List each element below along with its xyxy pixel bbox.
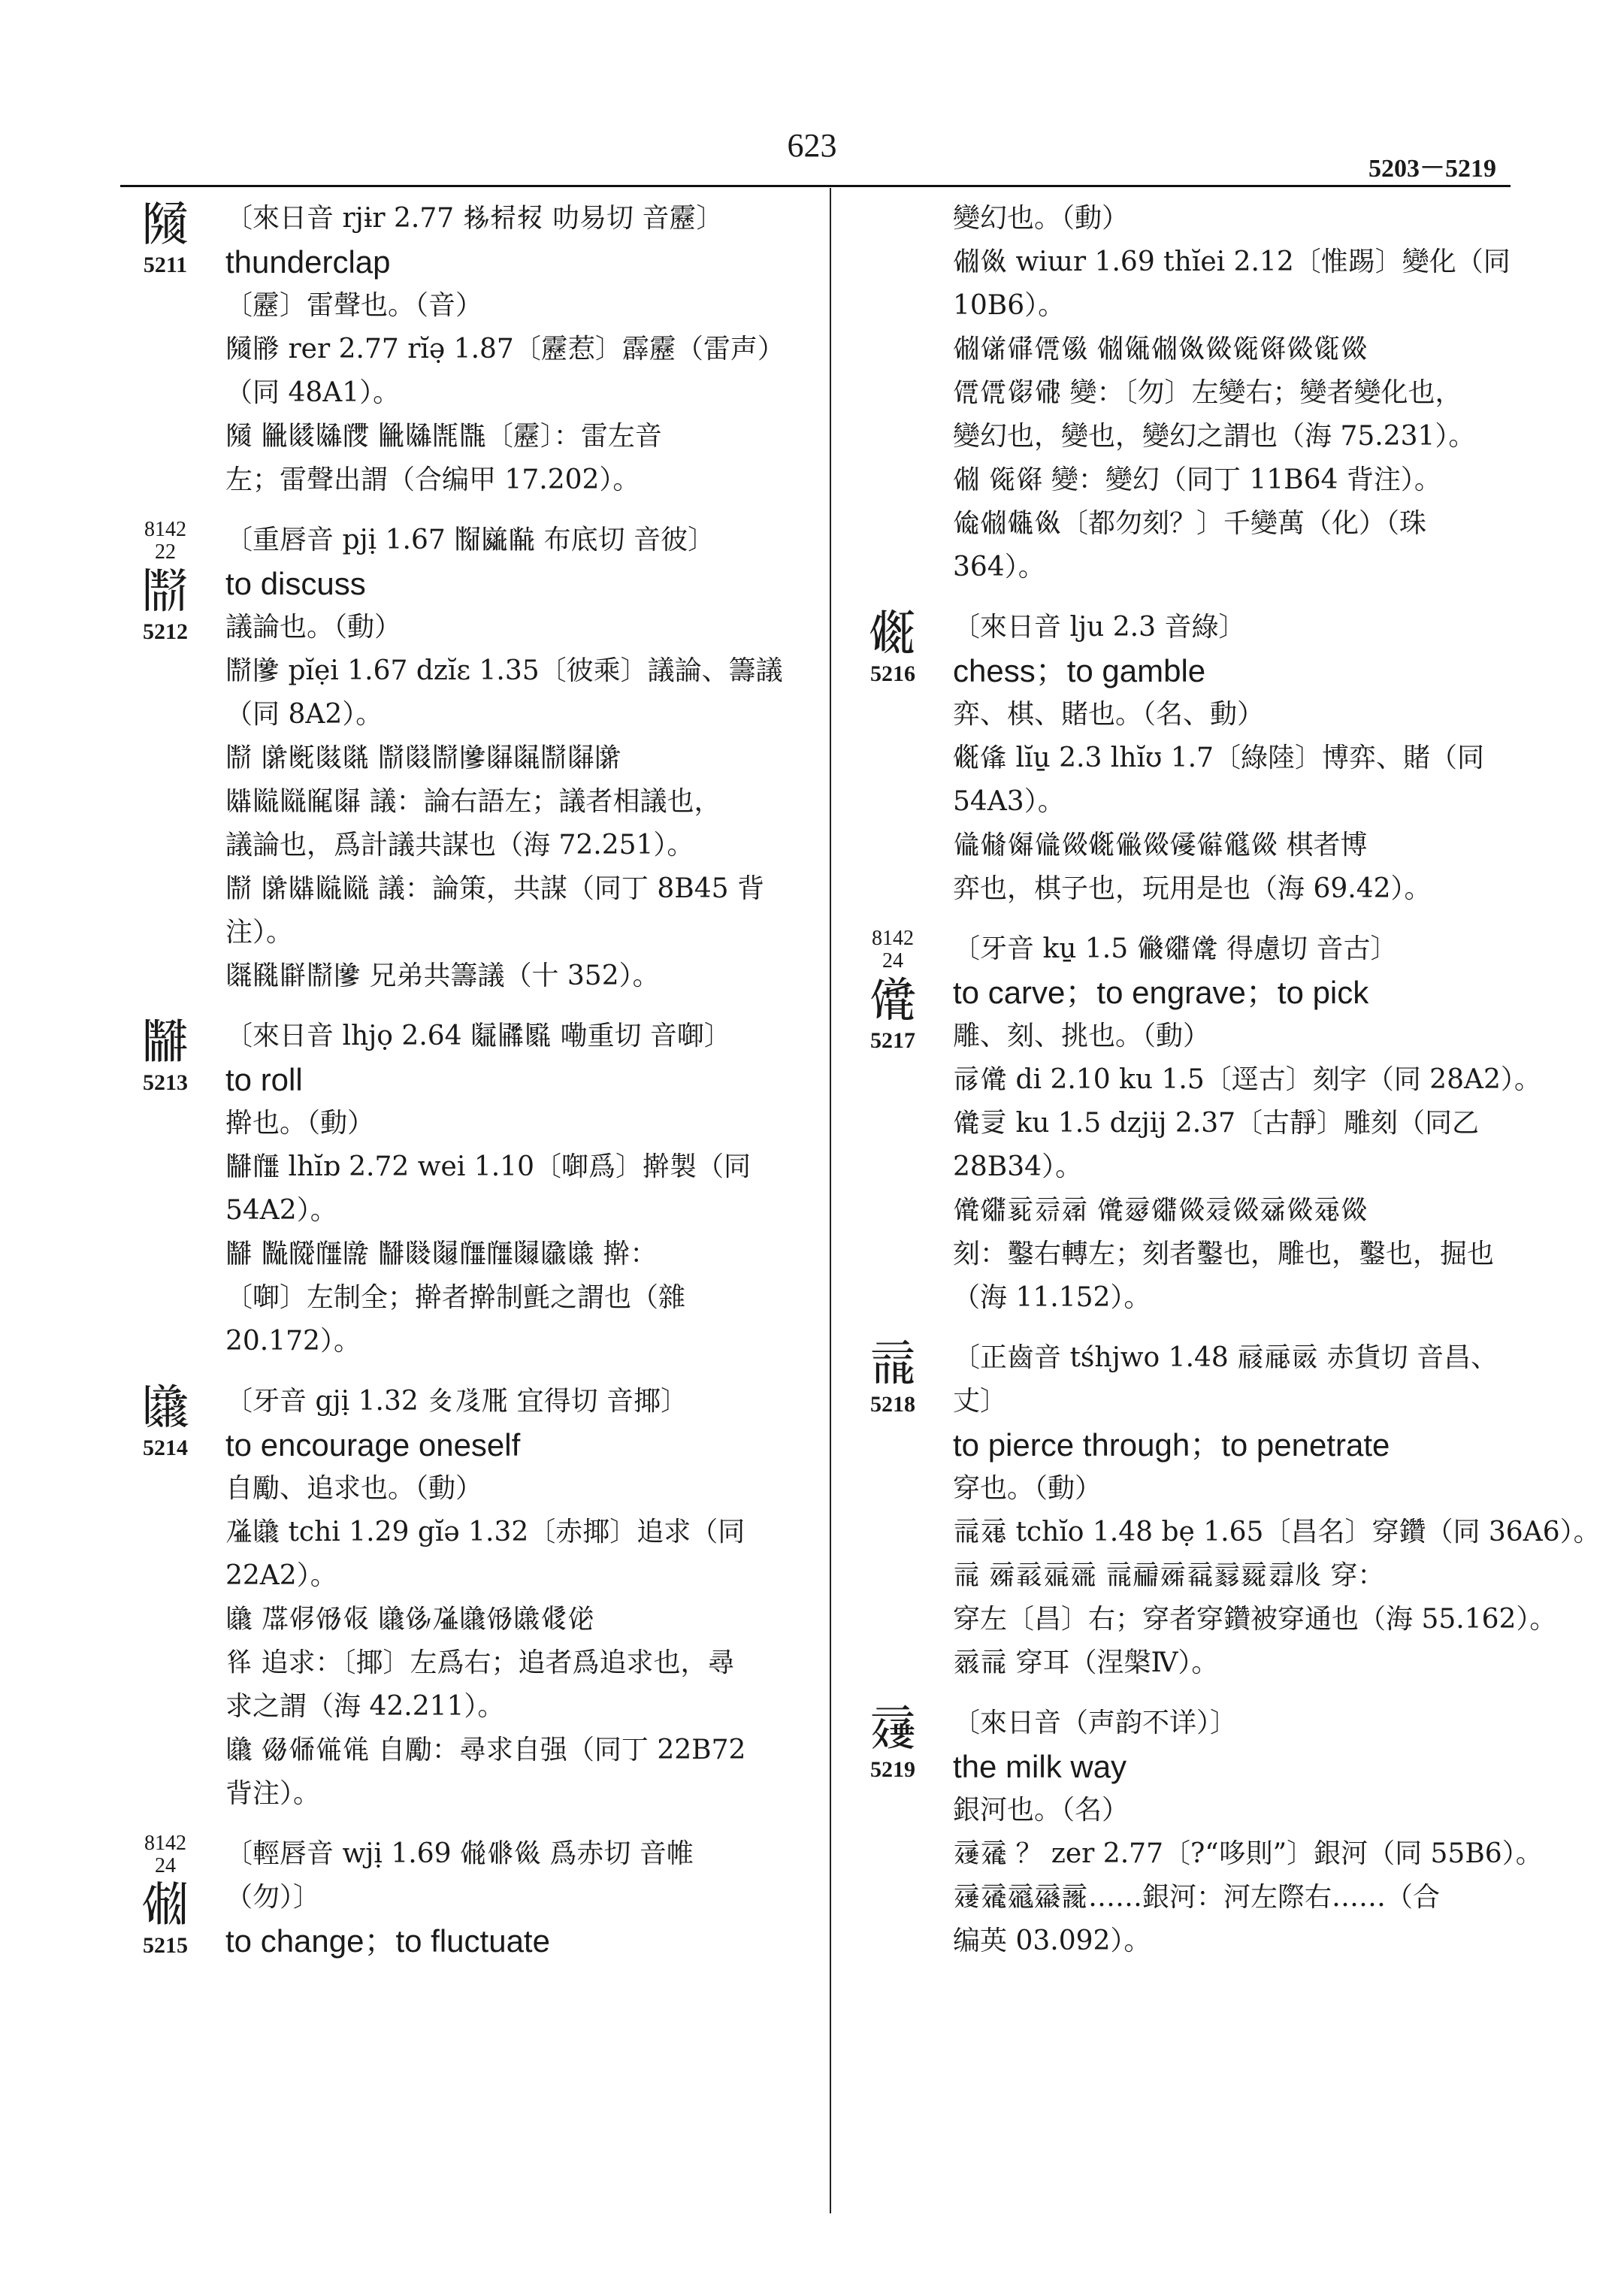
entry-number: 5213 — [143, 1070, 188, 1095]
entry-line: （海 11.152）。 — [953, 1282, 1151, 1313]
entry-line: 〔牙音 ku̱ 1.5 𗃼𗃽𗃾 得慮切 音古〕 — [953, 933, 1398, 964]
entry-line: 〔靂〕雷聲也。（音） — [225, 290, 483, 321]
entry-line: 穿也。（動） — [953, 1473, 1102, 1504]
entry-margin — [848, 1702, 938, 1783]
entry-line: 𗃛 追求：〔揶〕左爲右；追者爲追求也，尋 — [225, 1647, 735, 1678]
entry-line: 𗂧𗂨 rer 2.77 rĭə̣ 1.87〔靂惹〕霹靂（雷声） — [225, 334, 785, 365]
entry-line: 𗃂 𗃇𗃈𗃆𗃉 𗃂𗃊𗃋𗃆𗃆𗃌𗃍𗃎 擀： — [225, 1239, 658, 1269]
entry-number: 5215 — [143, 1933, 188, 1958]
entry-line: 自勵、追求也。（動） — [225, 1473, 483, 1504]
entry-line: 變幻也，變也，變幻之謂也（海 75.231）。 — [953, 421, 1476, 452]
entry-line: 𗃂𗃆 lhĭɒ 2.72 wei 1.10〔啣爲〕擀製（同 — [225, 1151, 751, 1182]
headword-glyph: 𗃠 — [141, 1877, 189, 1933]
english-gloss: to encourage oneself — [225, 1427, 521, 1463]
entry-line: 20.172）。 — [225, 1326, 361, 1357]
page-number: 623 — [787, 127, 837, 164]
entry-subcode: 22 — [155, 540, 176, 564]
entry-number: 5211 — [143, 253, 188, 277]
entry-line: 〔來日音 lhjọ 2.64 𗃃𗃄𗃅 嘞重切 音啣〕 — [225, 1021, 731, 1051]
english-gloss: thunderclap — [225, 244, 391, 280]
dictionary-entry — [120, 1380, 818, 1816]
entry-line: （同 48A1）。 — [225, 377, 401, 408]
column-divider — [830, 188, 831, 2213]
entry-line: 雕、刻、挑也。（動） — [953, 1021, 1211, 1051]
entry-line: 364）。 — [953, 552, 1045, 582]
entry-line: 變幻也。（動） — [953, 203, 1130, 234]
entry-number: 5217 — [870, 1028, 915, 1053]
entry-line: 刻：鑿右轉左；刻者鑿也，雕也，鑿也，掘也 — [953, 1239, 1495, 1269]
entry-margin — [120, 1015, 210, 1096]
entry-line: 〔來日音 lju 2.3 音綠〕 — [953, 612, 1246, 643]
entry-line: 𗂯 𗂴𗂻𗂼𗂽 議：論策，共謀（同丁 8B45 背 — [225, 873, 764, 904]
english-gloss: to pierce through；to penetrate — [953, 1427, 1390, 1463]
entry-line: 𗃻𗄀 ku 1.5 dzjij 2.37〔古靜〕雕刻（同乙 — [953, 1108, 1480, 1139]
entry-margin — [848, 606, 938, 687]
dictionary-entry — [848, 927, 1541, 1320]
entry-line: （同 8A2）。 — [225, 699, 383, 730]
entry-margin — [848, 927, 938, 1054]
entry-line: 𗃰𗃠𗃱𗃤〔都勿刻？〕千變萬（化）（珠 — [953, 508, 1427, 539]
english-gloss: chess；to gamble — [953, 653, 1206, 688]
entry-line: 𗄈𗄌 tchĭo 1.48 bẹ 1.65〔昌名〕穿鑽（同 36A6）。 — [953, 1517, 1601, 1547]
entry-line: 弈、棋、賭也。（名、動） — [953, 699, 1265, 730]
entry-subcode: 24 — [882, 949, 903, 973]
entry-line: 编英 03.092）。 — [953, 1926, 1151, 1956]
entry-margin — [120, 197, 210, 278]
header-rule — [120, 185, 1511, 187]
entry-code: 8142 — [144, 518, 186, 541]
entry-line: 𗂻𗂼𗂽𗂾𗂹 議：論右語左；議者相議也， — [225, 786, 721, 817]
entry-line: 𗂯𗂳 pĭẹi 1.67 dzĭɛ 1.35〔彼乘〕議論、籌議 — [225, 655, 783, 686]
entry-line: 〔牙音 gjị 1.32 𗃐𗃑𗃒 宜得切 音揶〕 — [225, 1386, 688, 1417]
entry-number: 5212 — [143, 619, 188, 644]
headword-glyph: 𗃏 — [141, 1380, 189, 1435]
dictionary-entry — [848, 606, 1524, 911]
entry-line: 議論也。（動） — [225, 612, 402, 643]
entry-line: 弈也，棋子也，玩用是也（海 69.42）。 — [953, 873, 1432, 904]
entry-line: 左；雷聲出謂（合编甲 17.202）。 — [225, 464, 640, 495]
entry-line: 𗄖𗄈 穿耳（涅槃Ⅳ）。 — [953, 1647, 1219, 1678]
entry-range: 5203－5219 — [1368, 155, 1496, 183]
english-gloss: the milk way — [953, 1749, 1127, 1784]
entry-line: 𗃏 𗃜𗃝𗃞𗃟 自勵：尋求自强（同丁 22B72 — [225, 1735, 746, 1765]
entry-line: 𗂯 𗂴𗂵𗂶𗂷 𗂯𗂸𗂯𗂳𗂹𗂺𗂯𗂹𗂴 — [225, 743, 621, 773]
entry-line: 𗄗𗄘 ？ zer 2.77〔?“哆則”〕銀河（同 55B6）。 — [953, 1838, 1543, 1869]
entry-subcode: 24 — [155, 1854, 176, 1877]
dictionary-entry — [848, 1702, 1543, 1963]
entry-line: 〔來日音 rjɨr 2.77 𗈪𗈫𗈬 叻易切 音靂〕 — [225, 203, 724, 234]
entry-line: 背注）。 — [225, 1778, 321, 1809]
entry-line: 10B6）。 — [953, 290, 1066, 321]
entry-line: 求之謂（海 42.211）。 — [225, 1691, 505, 1722]
continued-entry — [848, 197, 1524, 589]
entry-line: 𗃿𗃻 di 2.10 ku 1.5〔逕古〕刻字（同 28A2）。 — [953, 1064, 1541, 1095]
english-gloss: to carve；to engrave；to pick — [953, 975, 1369, 1010]
entry-line: 注）。 — [225, 917, 294, 948]
headword-glyph: 𗃂 — [141, 1015, 189, 1070]
entry-line: 𗃠 𗃫𗃬 變：變幻（同丁 11B64 背注）。 — [953, 464, 1441, 495]
entry-line: 𗃠𗃤 wiɯr 1.69 thĭei 2.12〔惟踢〕變化（同 — [953, 247, 1511, 277]
entry-line: 𗄗𗄘𗄙𗄚𗄛……銀河：河左際右……（合 — [953, 1882, 1441, 1913]
right-column — [848, 197, 1601, 1980]
dictionary-entry — [120, 519, 818, 998]
entry-margin — [120, 1380, 210, 1461]
entry-line: 𗂿𗃀𗃁𗂯𗂳 兄弟共籌議（十 352）。 — [225, 961, 660, 991]
entry-line: 〔正齒音 tśhjwo 1.48 𗄉𗄊𗄋 赤貨切 音昌、 — [953, 1342, 1498, 1373]
entry-line: 𗃴𗃵𗃶𗃴𗃪𗃲𗃷𗃪𗃸𗃹𗃺𗃪 棋者博 — [953, 830, 1368, 861]
entry-line: 丈〕 — [953, 1386, 1008, 1417]
entry-line: （勿）〕 — [225, 1882, 321, 1913]
headword-glyph: 𗃻 — [869, 973, 917, 1028]
headword-glyph: 𗄈 — [869, 1336, 917, 1392]
entry-line: 54A2）。 — [225, 1195, 337, 1226]
entry-line: 擀也。（動） — [225, 1108, 375, 1139]
entry-line: 銀河也。（名） — [953, 1795, 1130, 1826]
english-gloss: to roll — [225, 1062, 303, 1097]
english-gloss: to change；to fluctuate — [225, 1923, 550, 1959]
headword-glyph: 𗄗 — [869, 1702, 917, 1757]
entry-line: 54A3）。 — [953, 786, 1065, 817]
entry-line: 𗃻𗃽𗄁𗄂𗄃 𗃻𗄄𗃽𗃪𗄅𗃪𗄆𗃪𗄇𗃪 — [953, 1195, 1368, 1226]
entry-margin — [120, 1832, 210, 1959]
entry-line: 〔輕唇音 wjị 1.69 𗃡𗃢𗃣 爲赤切 音帷 — [225, 1838, 694, 1869]
entry-line: 𗄈 𗄍𗄎𗄏𗄐 𗄈𗄑𗄍𗄒𗄓𗄔𗄕𗄪 穿： — [953, 1560, 1385, 1591]
entry-line: 𗂧 𗂩𗂪𗂫𗂬 𗂩𗂫𗂭𗂮〔靂〕：雷左音 — [225, 421, 662, 452]
left-column — [120, 197, 818, 1980]
entry-margin — [120, 519, 210, 645]
entry-number: 5218 — [870, 1392, 915, 1417]
entry-line: 𗃓𗃏 tchi 1.29 gĭə 1.32〔赤揶〕追求（同 — [225, 1517, 745, 1547]
entry-line: 𗃧𗃧𗃮𗃯 變：〔勿〕左變右；變者變化也， — [953, 377, 1462, 408]
entry-line: 穿左〔昌〕右；穿者穿鑽被穿通也（海 55.162）。 — [953, 1604, 1557, 1635]
entry-line: 22A2）。 — [225, 1560, 337, 1591]
entry-margin — [848, 1336, 938, 1417]
english-gloss: to discuss — [225, 566, 366, 601]
entry-number: 5219 — [870, 1757, 915, 1782]
entry-line: 議論也，爲計議共謀也（海 72.251）。 — [225, 830, 694, 861]
entry-line: 〔啣〕左制全；擀者擀制氈之謂也（雜 — [225, 1282, 686, 1313]
entry-code: 8142 — [872, 927, 914, 950]
entry-line: 〔來日音（声韵不详）〕 — [953, 1708, 1238, 1738]
dictionary-entry — [120, 1015, 818, 1363]
headword-glyph: 𗂧 — [141, 197, 189, 253]
entry-code: 8142 — [144, 1832, 186, 1855]
dictionary-entry — [120, 1832, 818, 1963]
dictionary-entry — [848, 1336, 1601, 1685]
headword-glyph: 𗂯 — [141, 564, 189, 619]
entry-line: 〔重唇音 pjị 1.67 𗂰𗂱𗂲 布底切 音彼〕 — [225, 525, 715, 555]
entry-number: 5214 — [143, 1435, 188, 1460]
dictionary-entry — [120, 197, 818, 502]
headword-glyph: 𗃲 — [869, 606, 917, 661]
entry-number: 5216 — [870, 661, 915, 686]
entry-line: 𗃏 𗃔𗃕𗃖𗃗 𗃏𗃘𗃓𗃏𗃖𗃎𗃙𗃚 — [225, 1604, 594, 1635]
entry-line: 28B34）。 — [953, 1151, 1083, 1182]
entry-line: 𗃲𗃳 lĭu̱ 2.3 lhĭʊ 1.7〔綠陸〕博弈、賭（同 — [953, 743, 1485, 773]
entry-line: 𗃠𗃥𗃦𗃧𗃨 𗃠𗃩𗃠𗃤𗃪𗃫𗃬𗃪𗃭𗃪 — [953, 334, 1368, 365]
